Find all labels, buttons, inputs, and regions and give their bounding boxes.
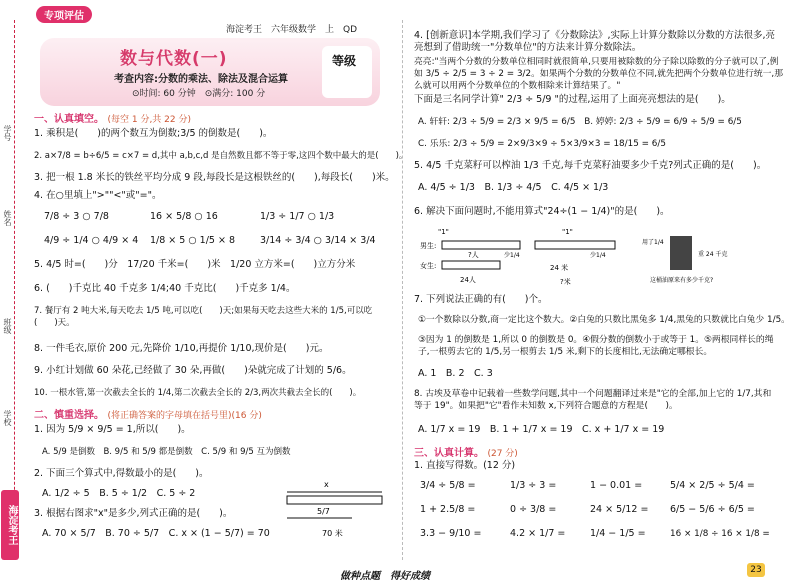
question-r4-prompt: 下面是三名同学计算" 2/3 ÷ 5/9 "的过程,运用了上面亮亮想法的是( )。 bbox=[414, 94, 731, 105]
page-subtitle: 考查内容:分数的乘法、除法及混合运算 bbox=[114, 74, 288, 85]
question-l8: 8. 一件毛衣,原价 200 元,先降价 1/10,再提价 1/10,现价是( )元。 bbox=[34, 343, 329, 354]
figure-fraction-label: 5/7 bbox=[317, 507, 330, 516]
figure-bar bbox=[287, 496, 382, 504]
question-r7-statements-1: ①一个数除以分数,商一定比这个数大。②白兔的只数比黑兔多 1/4,黑兔的只数就比白兔少 1/5。 bbox=[418, 315, 790, 325]
student-id-label: 学号 bbox=[3, 125, 12, 141]
compare-5: 1/8 × 5 ○ 1/5 × 8 bbox=[150, 235, 235, 246]
compare-6: 3/14 ÷ 3/4 ○ 3/14 × 3/4 bbox=[260, 235, 376, 246]
question-r7: 7. 下列说法正确的有( )个。 bbox=[414, 294, 548, 305]
class-label: 班级 bbox=[3, 318, 12, 334]
diagram-b-24-label: 24 米 bbox=[550, 264, 569, 272]
grade-box bbox=[322, 46, 372, 98]
section-3-note: (27 分) bbox=[487, 449, 518, 459]
calc-1: 3/4 ÷ 5/8 = bbox=[420, 480, 476, 491]
school-label: 学校 bbox=[3, 410, 12, 426]
page-number: 23 bbox=[747, 563, 765, 577]
diagram-c-weight-label: 重 24 千克 bbox=[698, 251, 728, 258]
question-l10: 10. 一根水管,第一次截去全长的 1/4,第二次截去全长的 2/3,两次共截去全长的( )。 bbox=[34, 388, 362, 398]
question-l3: 3. 把一根 1.8 米长的铁丝平均分成 9 段,每段长是这根铁丝的( ),每段长( )米。 bbox=[34, 172, 395, 183]
question-l2: 2. a×7/8 = b÷6/5 = c×7 = d,其中 a,b,c,d 是自然数且都不等于零,这四个数中最大的是( )。 bbox=[34, 151, 408, 161]
section-1-title: 一、认真填空。 bbox=[34, 114, 104, 125]
diagram-a-girls-label: 女生: bbox=[420, 262, 437, 270]
diagram-b-bar bbox=[535, 241, 615, 249]
section-3-heading bbox=[414, 444, 518, 459]
diagram-c-used-label: 用了1/4 bbox=[642, 239, 664, 246]
diagram-b-one-label: "1" bbox=[562, 228, 573, 236]
question-r8: 8. 古埃及草卷中记载着一些数学问题,其中一个问题翻译过来是"它的全部,加上它的 1/7,其和等于 19"。如果把"它"看作未知数 x,下列符合题意的方程是( )。 bbox=[414, 389, 772, 411]
choice-q3-options: A. 70 × 5/7 B. 70 ÷ 5/7 C. x × (1 − 5/7) = 70 bbox=[42, 528, 270, 539]
cut-line bbox=[14, 20, 16, 540]
question-l5: 5. 4/5 时=( )分 17/20 千米=( )米 1/20 立方米=( )立方分米 bbox=[34, 259, 356, 270]
calc-5: 1 + 2.5/8 = bbox=[420, 504, 476, 515]
compare-3: 1/3 ÷ 1/7 ○ 1/3 bbox=[260, 211, 335, 222]
question-l9: 9. 小红计划做 60 朵花,已经做了 30 朵,再做( )朵就完成了计划的 5/6。 bbox=[34, 365, 352, 376]
question-6-diagrams bbox=[420, 226, 780, 288]
compare-2: 16 × 5/8 ○ 16 bbox=[150, 211, 218, 222]
compare-4: 4/9 ÷ 1/4 ○ 4/9 × 4 bbox=[44, 235, 139, 246]
segment-figure bbox=[282, 478, 392, 540]
name-label: 姓名 bbox=[3, 210, 12, 226]
assessment-tag: 专项评估 bbox=[36, 6, 92, 23]
figure-x-label: x bbox=[324, 480, 329, 489]
question-r6: 6. 解决下面问题时,不能用算式"24÷(1 − 1/4)"的是( )。 bbox=[414, 206, 670, 217]
calc-9: 3.3 − 9/10 = bbox=[420, 528, 482, 539]
grade-label: 等级 bbox=[332, 54, 357, 68]
brand-logo: 海淀考王 bbox=[1, 490, 19, 560]
calc-6: 0 ÷ 3/8 = bbox=[510, 504, 557, 515]
choice-q2-options: A. 1/2 ÷ 5 B. 5 ÷ 1/2 C. 5 ÷ 2 bbox=[42, 488, 196, 499]
section-1-note: (每空 1 分,共 22 分) bbox=[107, 115, 191, 125]
title-banner bbox=[40, 38, 380, 106]
calc-12: 16 × 1/8 ÷ 16 × 1/8 = bbox=[670, 529, 770, 539]
question-r8-options: A. 1/7 x = 19 B. 1 + 1/7 x = 19 C. x + 1/7 x = 19 bbox=[418, 424, 665, 435]
choice-q1-options: A. 5/9 是倒数 B. 9/5 和 5/9 都是倒数 C. 5/9 和 9/5 互为倒数 bbox=[42, 447, 291, 457]
section-2-title: 二、慎重选择。 bbox=[34, 410, 104, 421]
calc-7: 24 × 5/12 = bbox=[590, 504, 649, 515]
diagram-b-less-label: 少1/4 bbox=[590, 252, 606, 259]
figure-70m-label: 70 米 bbox=[322, 529, 343, 538]
question-r5: 5. 4/5 千克菜籽可以榨油 1/3 千克,每千克菜籽油要多少千克?列式正确的是( )。 bbox=[414, 160, 767, 171]
calc-intro: 1. 直接写得数。(12 分) bbox=[414, 460, 516, 471]
compare-1: 7/8 ÷ 3 ○ 7/8 bbox=[44, 211, 109, 222]
time-score-info: ⊙时间: 60 分钟 ⊙满分: 100 分 bbox=[132, 89, 266, 99]
page-divider bbox=[402, 20, 403, 560]
choice-q1: 1. 因为 5/9 × 9/5 = 1,所以( )。 bbox=[34, 424, 191, 435]
footer-slogan: 做种点题 得好成绩 bbox=[340, 571, 430, 582]
question-r4-option-c: C. 乐乐: 2/3 ÷ 5/9 = 2×9/3×9 ÷ 5×3/9×3 = 18/15 = 6/5 bbox=[418, 139, 666, 149]
question-r7-statements-2: ③因为 1 的倒数是 1,所以 0 的倒数是 0。④假分数的倒数小于或等于 1。⑤两根同样长的绳子,一根剪去它的 1/5,另一根剪去 1/5 米,剩下的长度相比,无法确定哪根长。 bbox=[418, 335, 774, 357]
calc-3: 1 − 0.01 = bbox=[590, 480, 643, 491]
diagram-a-girls-bar bbox=[442, 261, 500, 269]
question-l1: 1. 乘积是( )的两个数互为倒数;3/5 的倒数是( )。 bbox=[34, 128, 273, 139]
question-r4: 4. [创新意识]本学期,我们学习了《分数除法》,实际上计算分数除以分数的方法很多,亮亮想到了借助统一"分数单位"的方法来计算分数除法。 bbox=[414, 30, 776, 53]
calc-11: 1/4 − 1/5 = bbox=[590, 528, 646, 539]
section-1-heading bbox=[34, 110, 191, 125]
question-r4-options-ab: A. 轩轩: 2/3 ÷ 5/9 = 2/3 × 9/5 = 6/5 B. 婷婷: 2/3 ÷ 5/9 = 6/9 ÷ 5/9 = 6/5 bbox=[418, 117, 742, 127]
section-2-heading bbox=[34, 406, 262, 421]
question-r5-options: A. 4/5 ÷ 1/3 B. 1/3 ÷ 4/5 C. 4/5 × 1/3 bbox=[418, 182, 609, 193]
page-title: 数与代数(一) bbox=[120, 49, 228, 69]
diagram-a-boys-bar bbox=[442, 241, 520, 249]
calc-10: 4.2 × 1/7 = bbox=[510, 528, 566, 539]
choice-q3: 3. 根据右图求"x"是多少,列式正确的是( )。 bbox=[34, 508, 233, 519]
calc-2: 1/3 ÷ 3 = bbox=[510, 480, 557, 491]
diagram-a-one-label: "1" bbox=[438, 228, 449, 236]
question-r4-explanation: 亮亮:"当两个分数的分数单位相同时就很简单,只要用被除数的分子除以除数的分子就可以了,例如 3/5 ÷ 2/5 = 3 ÷ 2 = 3/2。如果两个分数的分数单位不同,就先把两个分数单位进行统一,那么就可以用两个分数单位的个数相除来计算结果了。" bbox=[414, 57, 784, 91]
section-2-note: (将正确答案的字母填在括号里)(16 分) bbox=[107, 411, 262, 421]
diagram-a-24-label: 24人 bbox=[460, 276, 476, 284]
diagram-a-less-label: 少1/4 bbox=[504, 252, 520, 259]
diagram-a-unknown-label: ?人 bbox=[468, 251, 479, 259]
question-l6: 6. ( )千克比 40 千克多 1/4;40 千克比( )千克多 1/4。 bbox=[34, 283, 296, 294]
question-l4: 4. 在○里填上">""<"或"="。 bbox=[34, 190, 162, 201]
diagram-b-unknown-label: ?米 bbox=[560, 278, 571, 286]
choice-q2: 2. 下面三个算式中,得数最小的是( )。 bbox=[34, 468, 209, 479]
diagram-c-question-label: 这桶油原来有多少千克? bbox=[650, 277, 714, 284]
diagram-c-barrel bbox=[670, 236, 692, 270]
edition-header: 海淀考王 六年级数学 上 QD bbox=[226, 25, 358, 35]
question-l7: 7. 餐厅有 2 吨大米,每天吃去 1/5 吨,可以吃( )天;如果每天吃去这些大米的 1/5,可以吃( )天。 bbox=[34, 306, 373, 328]
binding-sidebar bbox=[0, 0, 22, 587]
diagram-a-boys-label: 男生: bbox=[420, 242, 437, 250]
question-r7-options: A. 1 B. 2 C. 3 bbox=[418, 368, 493, 379]
calc-4: 5/4 × 2/5 ÷ 5/4 = bbox=[670, 480, 755, 491]
section-3-title: 三、认真计算。 bbox=[414, 448, 484, 459]
calc-8: 6/5 − 5/6 ÷ 6/5 = bbox=[670, 504, 755, 515]
